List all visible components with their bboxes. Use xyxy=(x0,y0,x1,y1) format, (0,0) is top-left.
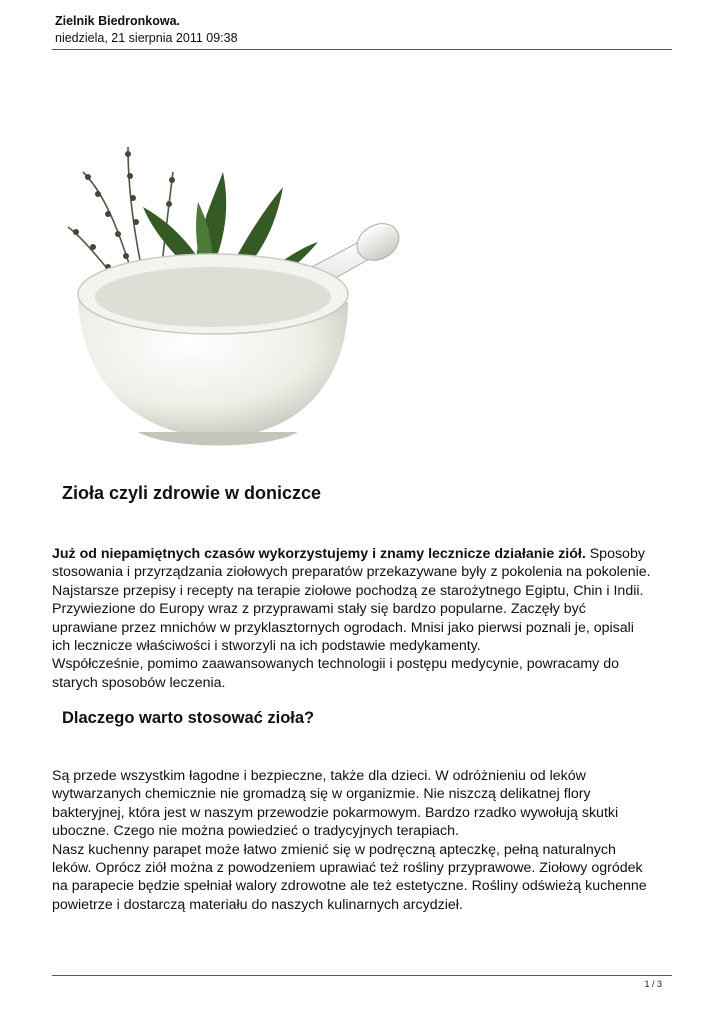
intro-line: ich lecznicze właściwości i stworzyli na ich podstawie medykamenty. xyxy=(52,638,481,655)
body-line: Nasz kuchenny parapet może łatwo zmienić się w podręczną apteczkę, pełną naturalnych xyxy=(52,841,616,858)
body-line: uboczne. Czego nie można powiedzieć o tradycyjnych terapiach. xyxy=(52,823,459,840)
header-date: niedziela, 21 sierpnia 2011 09:38 xyxy=(55,31,238,45)
footer-rule xyxy=(52,975,672,976)
body-line: Są przede wszystkim łagodne i bezpieczne, także dla dzieci. W odróżnieniu od leków xyxy=(52,768,586,784)
intro-line: Najstarsze przepisy i recepty na terapie ziołowe pochodzą ze starożytnego Egiptu, Chin i Indii. xyxy=(52,582,644,599)
article-heading: Zioła czyli zdrowie w doniczce xyxy=(62,483,322,503)
body-line: bakteryjnej, która jest w naszym przewodzie pokarmowym. Bardzo rzadko wywołują skutki xyxy=(52,804,619,821)
page-number: 1 / 3 xyxy=(644,979,662,989)
body-line: powietrze i dostarczą materiału do naszych kulinarnych arcydzieł. xyxy=(52,896,463,913)
intro-line: starych sposobów leczenia. xyxy=(52,674,226,691)
intro-paragraph xyxy=(52,545,677,692)
mortar-pestle-herbs-image xyxy=(48,132,418,454)
body-line: leków. Oprócz ziół można z powodzeniem uprawiać też rośliny przyprawowe. Ziołowy ogródek xyxy=(52,860,643,877)
article-subheading: Dlaczego warto stosować zioła? xyxy=(62,709,315,727)
intro-bold-lead: Już od niepamiętnych czasów wykorzystujemy i znamy lecznicze działanie ziół. xyxy=(52,546,586,562)
header-rule xyxy=(52,49,672,50)
body-line: wytwarzanych chemicznie nie gromadzą się w organizmie. Nie niszczą delikatnej flory xyxy=(52,786,591,803)
header-site-title: Zielnik Biedronkowa. xyxy=(55,14,181,28)
intro-line: stosowania i przyrządzania ziołowych preparatów przekazywane były z pokolenia na pokolenie. xyxy=(52,564,651,581)
intro-line: uprawiane przez mnichów w przyklasztornych ogrodach. Mnisi jako pierwsi poznali je, opisali xyxy=(52,619,634,636)
intro-line: Współcześnie, pomimo zaawansowanych technologii i postępu medycynie, powracamy do xyxy=(52,656,619,673)
body-paragraph xyxy=(52,767,677,914)
intro-line: Sposoby xyxy=(585,546,645,562)
body-line: na parapecie będzie spełniał walory zdrowotne ale też estetyczne. Rośliny odświeżą kuchenne xyxy=(52,878,647,895)
intro-line: Przywiezione do Europy wraz z przyprawami stały się bardzo popularne. Zaczęły być xyxy=(52,601,586,618)
